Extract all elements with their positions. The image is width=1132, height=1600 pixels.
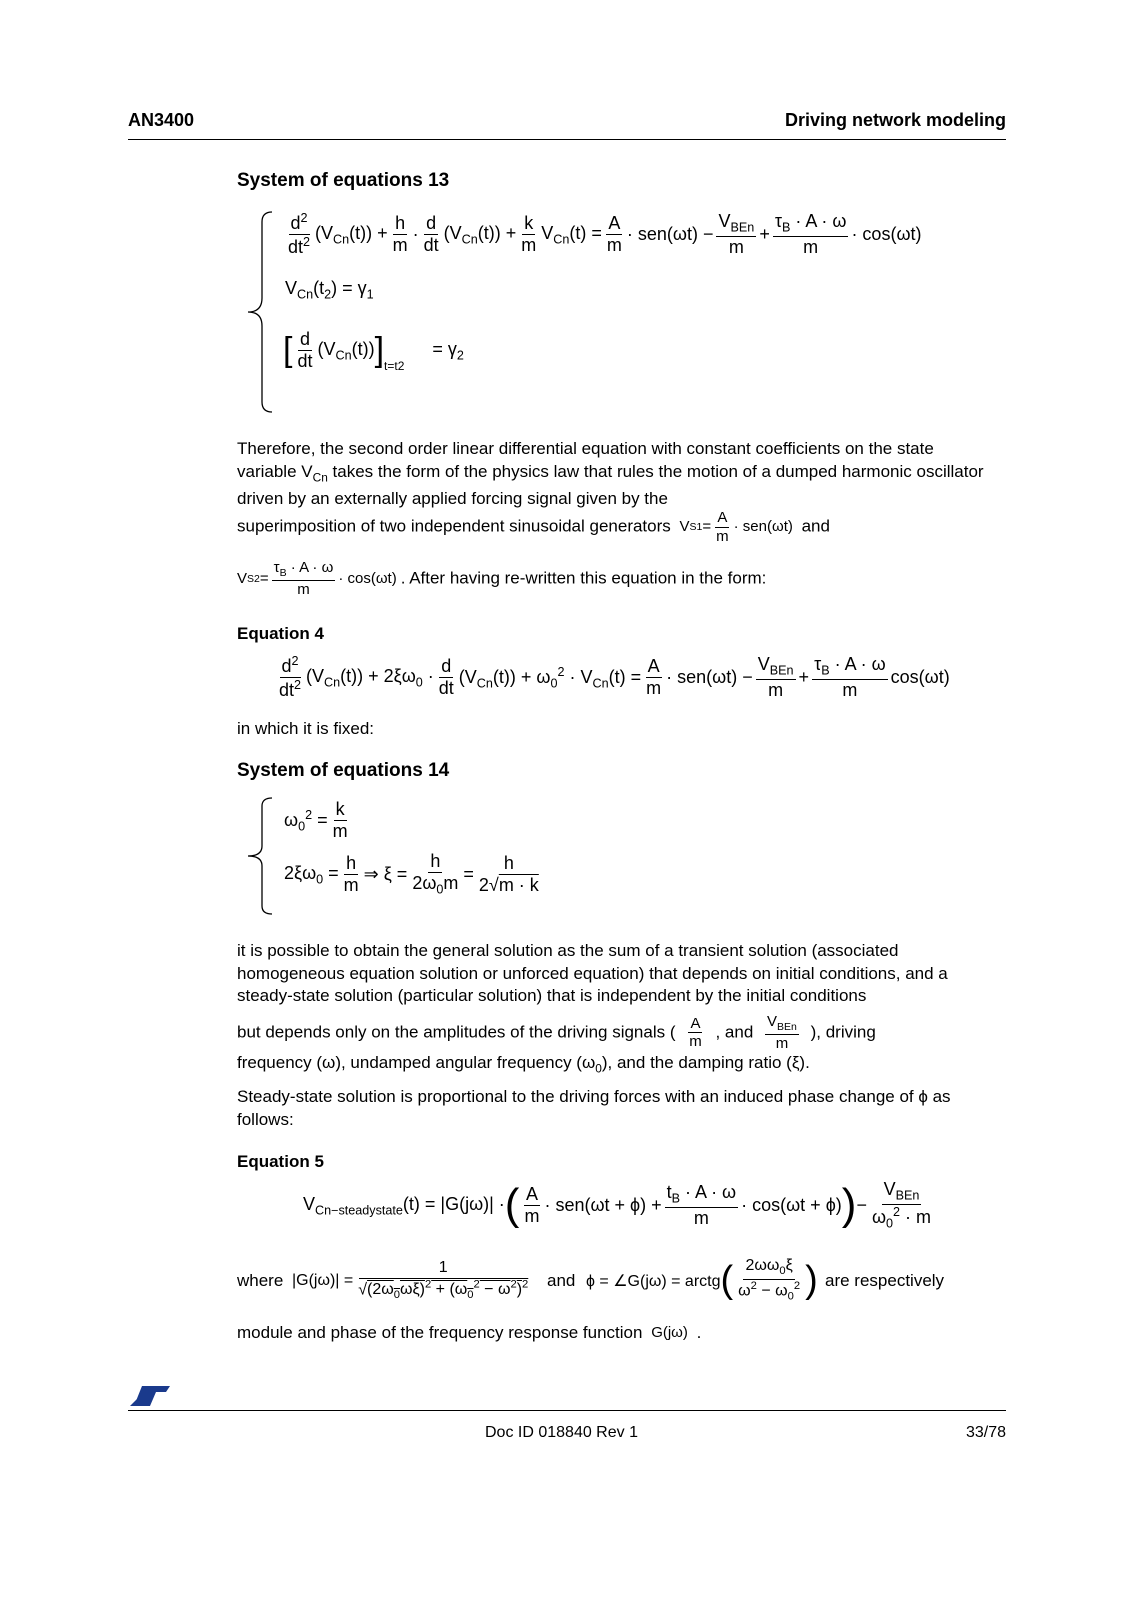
paragraph-oscillator: Therefore, the second order linear differential equation with constant coefficients on the state variable $V_{Cn}$ takes the form of the physics law that rules the motion of a dumped harmonic oscillator driven by an externally applied forcing signal given by the [237, 439, 984, 509]
equation-4: $\frac{d^2}{dt^2}$ $(V_{Cn}(t)) + 2\xi\omega_0$ · $\frac{d}{dt}$ $(V_{Cn}(t)) + \omega_0^2 \cdot V_{Cn}(t)$ = $\frac{A}{m}$ · sen(ωt) − $\frac{V_{BEn}}{m}$ + $\frac{\tau_B \cdot A \cdot \omega}{m}$ cos(ωt) [279, 654, 950, 700]
paragraph-rewrite: V S2 = $\frac{\tau_B \cdot A \cdot \omega}{m}$ · cos(ωt) . After having re-written this equation in the form: [237, 559, 767, 599]
left-brace-14 [244, 796, 274, 916]
fixed-text: in which it is fixed: [237, 719, 374, 738]
sys13-title: System of equations 13 [237, 170, 450, 191]
st-logo [128, 1382, 172, 1408]
phase-formula: ϕ = ∠G(jω) = arctg ( $\frac{2\omega\omega_0\xi}{\omega^2 - \omega_0^2}$ ) [586, 1257, 818, 1303]
paragraph-where: where [237, 1271, 284, 1290]
section-title: Driving network modeling [784, 110, 1006, 130]
sys13-equation-1: $\frac{d^2}{dt^2}$ $(V_{Cn}(t))$ + $\frac{h}{m}$ · $\frac{d}{dt}$ $(V_{Cn}(t))$ + $\frac{k}{m}$ $V_{Cn}(t)$ = $\frac{A}{m}$ · sen(ωt) − $\frac{V_{BEn}}{m}$ + $\frac{\tau_B \cdot A \cdot \omega}{m}$ · cos(ωt) [288, 211, 922, 257]
respectively-text: are respectively [825, 1271, 945, 1290]
paragraph-amplitudes: but depends only on the amplitudes of the driving signals ( $\frac{A}{m}$ , and $\frac{V_{BEn}}{m}$ ), driving [237, 1013, 876, 1053]
doc-code: AN3400 [128, 110, 195, 130]
paragraph-module: module and phase of the frequency response function G(jω) . [237, 1323, 702, 1342]
paragraph-frequency: frequency (ω), undamped angular frequency $(\omega_0)$, and the damping ratio (ξ). [237, 1053, 810, 1076]
doc-id: Doc ID 018840 Rev 1 [485, 1424, 638, 1441]
sys13-equation-3: [ $\frac{d}{dt}$ $(V_{Cn}(t))$ ] t=t2 = $\gamma_2$ [283, 329, 464, 373]
header-rule [128, 139, 1006, 140]
left-brace-13 [244, 210, 274, 414]
page-number: 33/78 [965, 1424, 1006, 1441]
paragraph-generators: superimposition of two independent sinusoidal generators V S1 = $\frac{A}{m}$ · sen(ωt) and [237, 509, 830, 545]
footer-rule [128, 1410, 1006, 1411]
eq4-title: Equation 4 [237, 624, 324, 643]
sys14-title: System of equations 14 [237, 760, 450, 781]
paragraph-general-solution: it is possible to obtain the general solution as the sum of a transient solution (associated homogeneous equation solution or unforced equation) that depends on initial conditions, and a steady-state solution (particular solution) that is independent by the initial conditions [237, 941, 948, 1005]
sys14-equation-1: $\omega_0^2$ = $\frac{k}{m}$ [284, 799, 348, 841]
sys13-equation-2: $V_{Cn}(t_2) = \gamma_1$ [285, 278, 374, 302]
paragraph-steady-state: Steady-state solution is proportional to the driving forces with an induced phase change of ϕ as follows: [237, 1087, 951, 1129]
equation-5: $V_{Cn-steadystate}(t) = |G(j\omega)|$ · ( $\frac{A}{m}$ · sen(ωt + ϕ) + $\frac{t_B \cdot A \cdot \omega}{m}$ · cos(ωt + ϕ) ) − $\frac{V_{BEn}}{\omega_0^2 \cdot m}$ [303, 1179, 932, 1231]
and-text: and [547, 1271, 576, 1290]
vs2-formula: V S2 = $\frac{\tau_B \cdot A \cdot \omega}{m}$ · cos(ωt) [237, 559, 397, 599]
eq5-title: Equation 5 [237, 1152, 324, 1171]
modulus-formula: |G(jω)| = $\frac{1}{√(2\omega_0\omega\xi)^2 + (\omega_0^2 - \omega^2)^2}$ [292, 1259, 529, 1302]
vs1-formula: V S1 = $\frac{A}{m}$ · sen(ωt) [679, 509, 793, 545]
sys14-equation-2: $2\xi\omega_0$ = $\frac{h}{m}$ ⇒ ξ = $\frac{h}{2\omega_0m}$ = $\frac{h}{2√m \cdot k}$ [284, 851, 539, 897]
